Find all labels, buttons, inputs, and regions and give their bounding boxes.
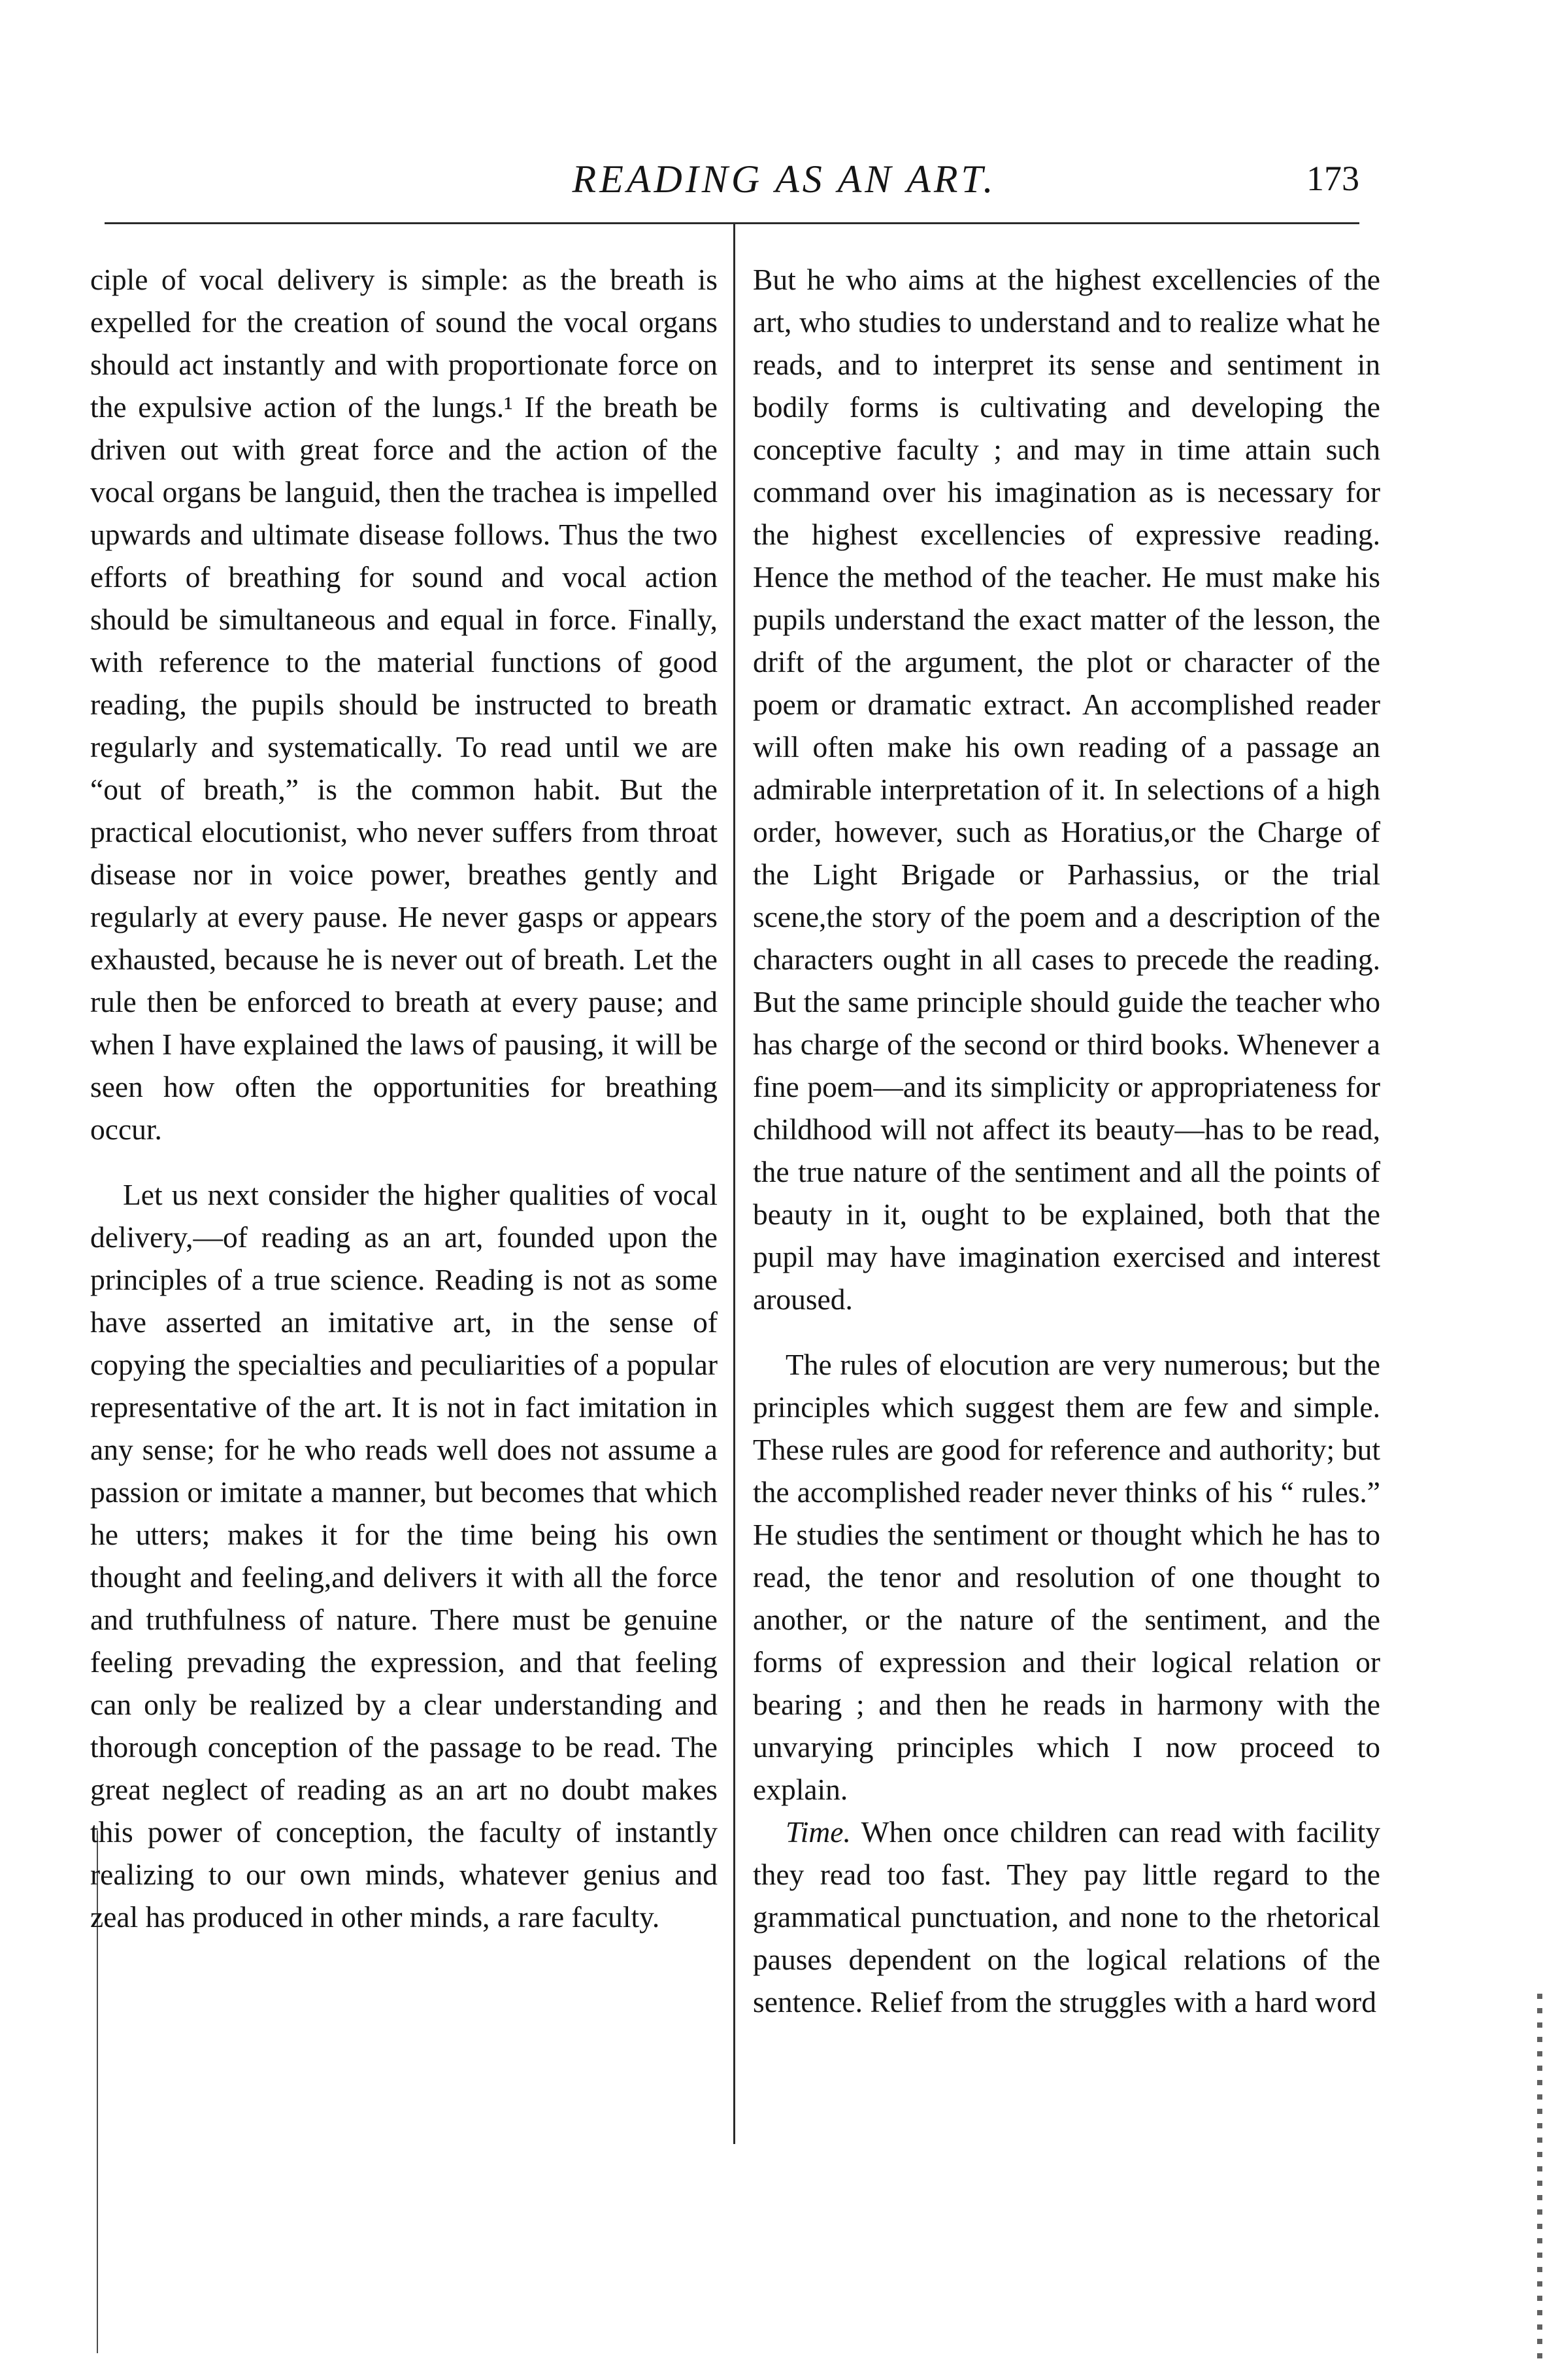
right-column (753, 258, 1380, 2023)
column-divider (733, 222, 735, 2144)
scan-edge-marks (1537, 1994, 1542, 2360)
right-paragraph-2: The rules of elocution are very numerous; but the principles which suggest them are few and simple. These rules are good for reference and authority; but the accomplished reader never thinks of his “ rules.” He studies the sentiment or thought which he has to read, the tenor and resolution of one thought to another, or the nature of the sentiment, and the forms of expression and their logical relation or bearing ; and then he reads in harmony with the unvarying principles which I now proceed to explain. (753, 1348, 1380, 1806)
running-head (105, 157, 1359, 209)
time-label: Time. (786, 1815, 851, 1849)
running-title: READING AS AN ART. (572, 158, 997, 201)
left-column (90, 258, 718, 1938)
time-paragraph-text: When once children can read with facility they read too fast. They pay little regard to the grammatical punctuation, and none to the rhetorical pauses dependent on the logical relations of the sentence. Relief from the struggles with a hard word (753, 1815, 1380, 2019)
right-paragraph-1: But he who aims at the highest excellencies of the art, who studies to understand and to realize what he reads, and to interpret its sense and sentiment in bodily forms is cultivating and developing the conceptive faculty ; and may in time attain such command over his imagination as is necessary for the highest excellencies of expressive reading. Hence the method of the teacher. He must make his pupils understand the exact matter of the lesson, the drift of the argument, the plot or character of the poem or dramatic extract. An accomplished reader will often make his own reading of a passage an admirable interpretation of it. In selections of a high order, however, such as Horatius,or the Charge of the Light Brigade or Parhassius, or the trial scene,the story of the poem and a description of the characters ought in all cases to precede the reading. But the same principle should guide the teacher who has charge of the second or third books. Whenever a fine poem—and its simplicity or appropriateness for childhood will not affect its beauty—has to be read, the true nature of the sentiment and all the points of beauty in it, ought to be explained, both that the pupil may have imagination exercised and interest aroused. (753, 263, 1380, 1316)
header-rule (105, 222, 1359, 224)
page-number: 173 (1306, 159, 1359, 198)
time-paragraph (753, 1811, 1380, 2023)
left-paragraph-1: ciple of vocal delivery is simple: as the breath is expelled for the creation of sound the vocal organs should act instantly and with proportionate force on the expulsive action of the lungs.¹ If the breath be driven out with great force and the action of the vocal organs be languid, then the trachea is impelled upwards and ultimate disease follows. Thus the two efforts of breathing for sound and vocal action should be simultaneous and equal in force. Finally, with reference to the material functions of good reading, the pupils should be instructed to breath regularly and systematically. To read until we are “out of breath,” is the common habit. But the practical elocutionist, who never suffers from throat disease nor in voice power, breathes gently and regularly at every pause. He never gasps or appears exhausted, because he is never out of breath. Let the rule then be enforced to breath at every pause; and when I have explained the laws of pausing, it will be seen how often the opportunities for breathing occur. (90, 263, 718, 1146)
left-paragraph-2: Let us next consider the higher qualities of vocal delivery,—of reading as an art, founded upon the principles of a true science. Reading is not as some have asserted an imitative art, in the sense of copying the specialties and peculiarities of a popular representative of the art. It is not in fact imitation in any sense; for he who reads well does not assume a passion or imitate a manner, but becomes that which he utters; makes it for the time being his own thought and feeling,and delivers it with all the force and truthfulness of nature. There must be genuine feeling prevading the expression, and that feeling can only be realized by a clear understanding and thorough conception of the passage to be read. The great neglect of reading as an art no doubt makes this power of conception, the faculty of instantly realizing to our own minds, whatever genius and zeal has produced in other minds, a rare faculty. (90, 1178, 718, 1934)
